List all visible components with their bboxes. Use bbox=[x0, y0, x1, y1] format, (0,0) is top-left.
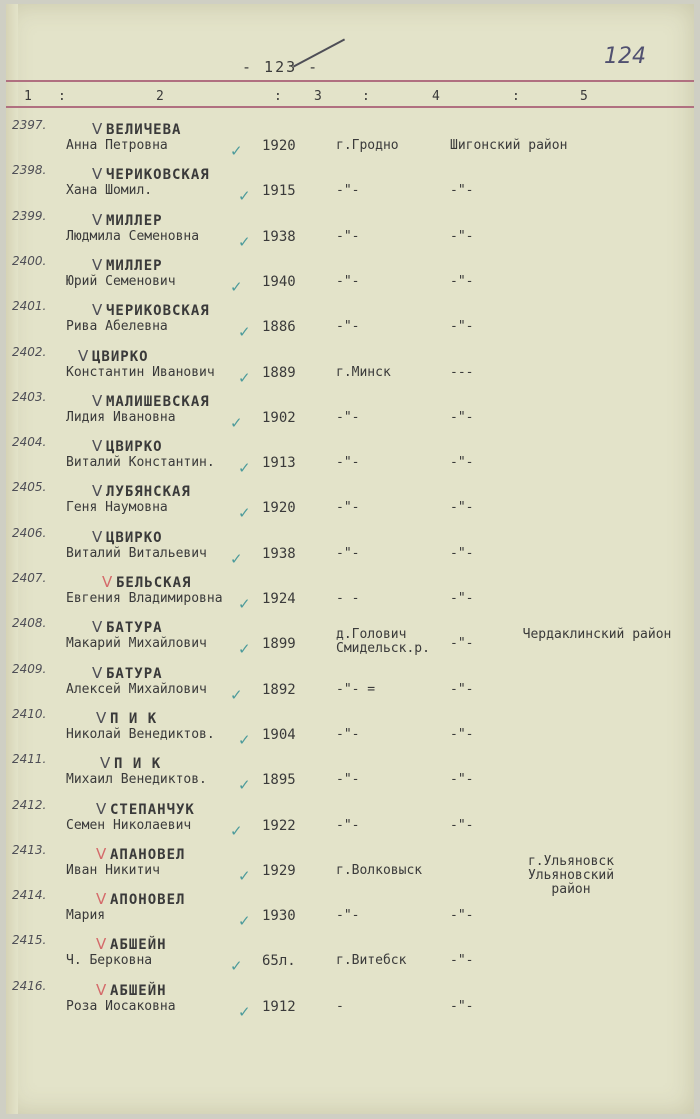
birth-year: 1899 bbox=[262, 636, 296, 653]
tick-mark-icon: V bbox=[96, 799, 107, 818]
tick-mark-icon: V bbox=[92, 210, 103, 229]
table-row bbox=[6, 209, 694, 254]
given-name: Рива Абелевна bbox=[66, 319, 168, 335]
entry-number: 2412. bbox=[12, 797, 47, 812]
header-rule-bottom bbox=[6, 106, 694, 108]
entry-number: 2400. bbox=[12, 253, 47, 268]
destination-column-4: -"- bbox=[450, 228, 474, 244]
check-mark-icon: ✓ bbox=[238, 504, 251, 523]
column-header-1: 1 bbox=[24, 89, 32, 104]
tick-mark-icon: V bbox=[78, 346, 89, 365]
given-name: Мария bbox=[66, 908, 106, 924]
check-mark-icon: ✓ bbox=[230, 142, 243, 160]
place-of-origin: -"- bbox=[336, 228, 360, 244]
header-rule-top bbox=[6, 80, 694, 82]
place-of-origin: -"- = bbox=[336, 681, 376, 697]
birth-year: 1912 bbox=[262, 998, 296, 1015]
page-number: - 123 - bbox=[242, 58, 320, 76]
check-mark-icon: ✓ bbox=[238, 232, 251, 251]
entry-number: 2397. bbox=[12, 118, 47, 132]
table-row bbox=[6, 662, 694, 707]
given-name: Семен Николаевич bbox=[66, 817, 192, 833]
birth-year: 1920 bbox=[262, 138, 296, 154]
check-mark-icon: ✓ bbox=[238, 187, 251, 206]
tick-mark-icon: V bbox=[96, 935, 107, 954]
birth-year: 65л. bbox=[262, 953, 296, 970]
tick-mark-icon: V bbox=[92, 527, 103, 546]
given-name: Хана Шомил. bbox=[66, 183, 153, 199]
check-mark-icon: ✓ bbox=[230, 277, 243, 296]
table-row bbox=[6, 571, 694, 616]
entry-number: 2414. bbox=[12, 888, 47, 903]
entry-number: 2415. bbox=[12, 933, 47, 948]
birth-year: 1924 bbox=[262, 591, 296, 607]
destination-column-5: г.Ульяновск Ульяновский район bbox=[527, 853, 615, 897]
given-name: Ч. Берковна bbox=[66, 953, 153, 969]
place-of-origin: - - bbox=[336, 591, 360, 606]
entry-number: 2416. bbox=[12, 978, 47, 993]
surname: П И К bbox=[114, 756, 162, 773]
given-name: Николай Венедиктов. bbox=[66, 726, 215, 742]
place-of-origin: -"- bbox=[336, 772, 360, 788]
table-row bbox=[6, 254, 694, 299]
birth-year: 1904 bbox=[262, 726, 296, 743]
tick-mark-icon: V bbox=[96, 980, 107, 999]
place-of-origin: г.Волковыск bbox=[336, 862, 423, 878]
birth-year: 1930 bbox=[262, 908, 296, 925]
column-header-4: 4 bbox=[432, 89, 440, 104]
birth-year: 1886 bbox=[262, 319, 296, 336]
check-mark-icon: ✓ bbox=[230, 549, 243, 568]
surname: ВЕЛИЧЕВА bbox=[106, 122, 182, 138]
entry-number: 2407. bbox=[12, 571, 47, 585]
document-page bbox=[6, 4, 694, 1114]
destination-column-4: -"- bbox=[450, 772, 474, 788]
place-of-origin: - bbox=[336, 998, 344, 1014]
column-header-2: 2 bbox=[156, 89, 164, 104]
table-row bbox=[6, 979, 694, 1024]
surname: БЕЛЬСКАЯ bbox=[116, 575, 192, 591]
place-of-origin: г.Витебск bbox=[336, 953, 407, 969]
tick-mark-icon: V bbox=[96, 890, 107, 909]
destination-column-4: -"- bbox=[450, 908, 474, 924]
destination-column-4: -"- bbox=[450, 545, 474, 561]
table-row bbox=[6, 299, 694, 344]
column-separator: : bbox=[362, 89, 370, 104]
given-name: Геня Наумовна bbox=[66, 500, 168, 516]
entry-number: 2405. bbox=[12, 480, 47, 495]
destination-column-4: Шигонский район bbox=[450, 138, 568, 153]
tick-mark-icon: V bbox=[92, 255, 103, 274]
destination-column-4: -"- bbox=[450, 319, 474, 335]
given-name: Алексей Михайлович bbox=[66, 681, 207, 697]
column-separator: : bbox=[512, 89, 520, 104]
given-name: Макарий Михайлович bbox=[66, 636, 207, 652]
destination-column-4: -"- bbox=[450, 591, 474, 606]
check-mark-icon: ✓ bbox=[238, 640, 251, 659]
surname: МИЛЛЕР bbox=[106, 212, 163, 229]
place-of-origin: г.Гродно bbox=[336, 138, 399, 153]
column-separator: : bbox=[274, 89, 282, 104]
entry-number: 2409. bbox=[12, 661, 47, 676]
place-of-origin: г.Минск bbox=[336, 364, 391, 380]
given-name: Юрий Семенович bbox=[66, 273, 176, 289]
tick-mark-icon: V bbox=[92, 301, 103, 320]
tick-mark-icon: V bbox=[92, 437, 103, 456]
tick-mark-icon: V bbox=[100, 754, 111, 773]
check-mark-icon: ✓ bbox=[238, 912, 251, 931]
table-row bbox=[6, 480, 694, 525]
check-mark-icon: ✓ bbox=[230, 413, 243, 432]
entry-number: 2401. bbox=[12, 299, 47, 314]
check-mark-icon: ✓ bbox=[238, 1002, 251, 1021]
surname: ЧЕРИКОВСКАЯ bbox=[106, 167, 210, 184]
tick-mark-icon: V bbox=[92, 165, 103, 184]
given-name: Константин Иванович bbox=[66, 364, 215, 380]
check-mark-icon: ✓ bbox=[238, 595, 251, 613]
entry-number: 2411. bbox=[12, 752, 47, 767]
check-mark-icon: ✓ bbox=[238, 323, 251, 342]
destination-column-4: -"- bbox=[450, 273, 474, 289]
given-name: Виталий Витальевич bbox=[66, 545, 207, 561]
surname: СТЕПАНЧУК bbox=[110, 801, 195, 818]
birth-year: 1895 bbox=[262, 772, 296, 789]
table-row bbox=[6, 616, 694, 661]
given-name: Лидия Ивановна bbox=[66, 409, 176, 425]
destination-column-4: -"- bbox=[450, 409, 474, 425]
place-of-origin: -"- bbox=[336, 273, 360, 289]
tick-mark-icon: V bbox=[92, 618, 103, 637]
tick-mark-icon: V bbox=[92, 663, 103, 682]
destination-column-4: --- bbox=[450, 364, 474, 380]
birth-year: 1922 bbox=[262, 817, 296, 834]
birth-year: 1913 bbox=[262, 455, 296, 472]
check-mark-icon: ✓ bbox=[230, 685, 243, 704]
surname: МИЛЛЕР bbox=[106, 257, 163, 274]
table-row bbox=[6, 798, 694, 843]
surname: АБШЕЙН bbox=[110, 982, 167, 999]
surname: ЦВИРКО bbox=[92, 348, 149, 365]
destination-column-4: -"- bbox=[450, 726, 474, 742]
birth-year: 1915 bbox=[262, 183, 296, 200]
destination-column-5: Чердаклинский район bbox=[522, 627, 672, 643]
table-row bbox=[6, 390, 694, 435]
birth-year: 1938 bbox=[262, 545, 296, 562]
check-mark-icon: ✓ bbox=[230, 957, 243, 976]
check-mark-icon: ✓ bbox=[238, 368, 251, 387]
given-name: Иван Никитич bbox=[66, 862, 160, 878]
given-name: Михаил Венедиктов. bbox=[66, 772, 207, 788]
table-row bbox=[6, 345, 694, 390]
surname: АБШЕЙН bbox=[110, 937, 167, 954]
tick-mark-icon: V bbox=[96, 844, 107, 863]
entry-number: 2408. bbox=[12, 616, 47, 631]
given-name: Роза Иосаковна bbox=[66, 998, 176, 1014]
check-mark-icon: ✓ bbox=[238, 776, 251, 795]
place-of-origin: -"- bbox=[336, 500, 360, 516]
entry-number: 2402. bbox=[12, 344, 47, 359]
surname: П И К bbox=[110, 710, 158, 727]
tick-mark-icon: V bbox=[96, 708, 107, 727]
birth-year: 1940 bbox=[262, 273, 296, 290]
birth-year: 1920 bbox=[262, 500, 296, 517]
entry-number: 2404. bbox=[12, 435, 47, 450]
birth-year: 1892 bbox=[262, 681, 296, 698]
birth-year: 1902 bbox=[262, 409, 296, 426]
place-of-origin: -"- bbox=[336, 817, 360, 833]
destination-column-4: -"- bbox=[450, 636, 474, 652]
surname: БАТУРА bbox=[106, 665, 163, 682]
entry-number: 2413. bbox=[12, 842, 47, 857]
place-of-origin: -"- bbox=[336, 183, 360, 199]
table-row bbox=[6, 163, 694, 208]
given-name: Анна Петровна bbox=[66, 138, 168, 153]
column-header-5: 5 bbox=[580, 89, 588, 104]
check-mark-icon: ✓ bbox=[238, 459, 251, 478]
birth-year: 1889 bbox=[262, 364, 296, 381]
place-of-origin: д.Голович Смидельск.р. bbox=[336, 627, 430, 657]
tick-mark-icon: V bbox=[92, 482, 103, 501]
place-of-origin: -"- bbox=[336, 545, 360, 561]
entry-number: 2399. bbox=[12, 208, 47, 223]
place-of-origin: -"- bbox=[336, 409, 360, 425]
destination-column-4: -"- bbox=[450, 953, 474, 969]
table-row bbox=[6, 707, 694, 752]
entry-number: 2398. bbox=[12, 163, 47, 178]
check-mark-icon: ✓ bbox=[238, 866, 251, 885]
given-name: Людмила Семеновна bbox=[66, 228, 200, 244]
destination-column-4: -"- bbox=[450, 455, 474, 471]
archive-page-number: 124 bbox=[604, 44, 646, 69]
surname: АПАНОВЕЛ bbox=[110, 846, 186, 863]
entry-number: 2406. bbox=[12, 525, 47, 540]
table-row bbox=[6, 752, 694, 797]
tick-mark-icon: V bbox=[102, 573, 113, 591]
destination-column-4: -"- bbox=[450, 817, 474, 833]
tick-mark-icon: V bbox=[92, 391, 103, 410]
table-row bbox=[6, 888, 694, 933]
table-row bbox=[6, 526, 694, 571]
surname: ЦВИРКО bbox=[106, 529, 163, 546]
check-mark-icon: ✓ bbox=[238, 730, 251, 749]
column-header-3: 3 bbox=[314, 89, 322, 104]
surname: ЧЕРИКОВСКАЯ bbox=[106, 303, 210, 320]
given-name: Виталий Константин. bbox=[66, 455, 215, 471]
destination-column-4: -"- bbox=[450, 500, 474, 516]
surname: ЛУБЯНСКАЯ bbox=[106, 484, 191, 501]
destination-column-4: -"- bbox=[450, 183, 474, 199]
place-of-origin: -"- bbox=[336, 726, 360, 742]
column-separator: : bbox=[58, 89, 66, 104]
place-of-origin: -"- bbox=[336, 455, 360, 471]
surname: МАЛИШЕВСКАЯ bbox=[106, 393, 210, 410]
place-of-origin: -"- bbox=[336, 319, 360, 335]
entry-number: 2410. bbox=[12, 706, 47, 721]
destination-column-4: -"- bbox=[450, 998, 474, 1014]
table-row bbox=[6, 118, 694, 163]
table-row bbox=[6, 933, 694, 978]
given-name: Евгения Владимировна bbox=[66, 591, 223, 606]
place-of-origin: -"- bbox=[336, 908, 360, 924]
surname: БАТУРА bbox=[106, 620, 163, 637]
tick-mark-icon: V bbox=[92, 120, 103, 138]
birth-year: 1938 bbox=[262, 228, 296, 245]
table-row bbox=[6, 435, 694, 480]
check-mark-icon: ✓ bbox=[230, 821, 243, 840]
surname: ЦВИРКО bbox=[106, 439, 163, 456]
entry-number: 2403. bbox=[12, 389, 47, 404]
surname: АПОНОВЕЛ bbox=[110, 892, 186, 909]
birth-year: 1929 bbox=[262, 862, 296, 879]
destination-column-4: -"- bbox=[450, 681, 474, 697]
